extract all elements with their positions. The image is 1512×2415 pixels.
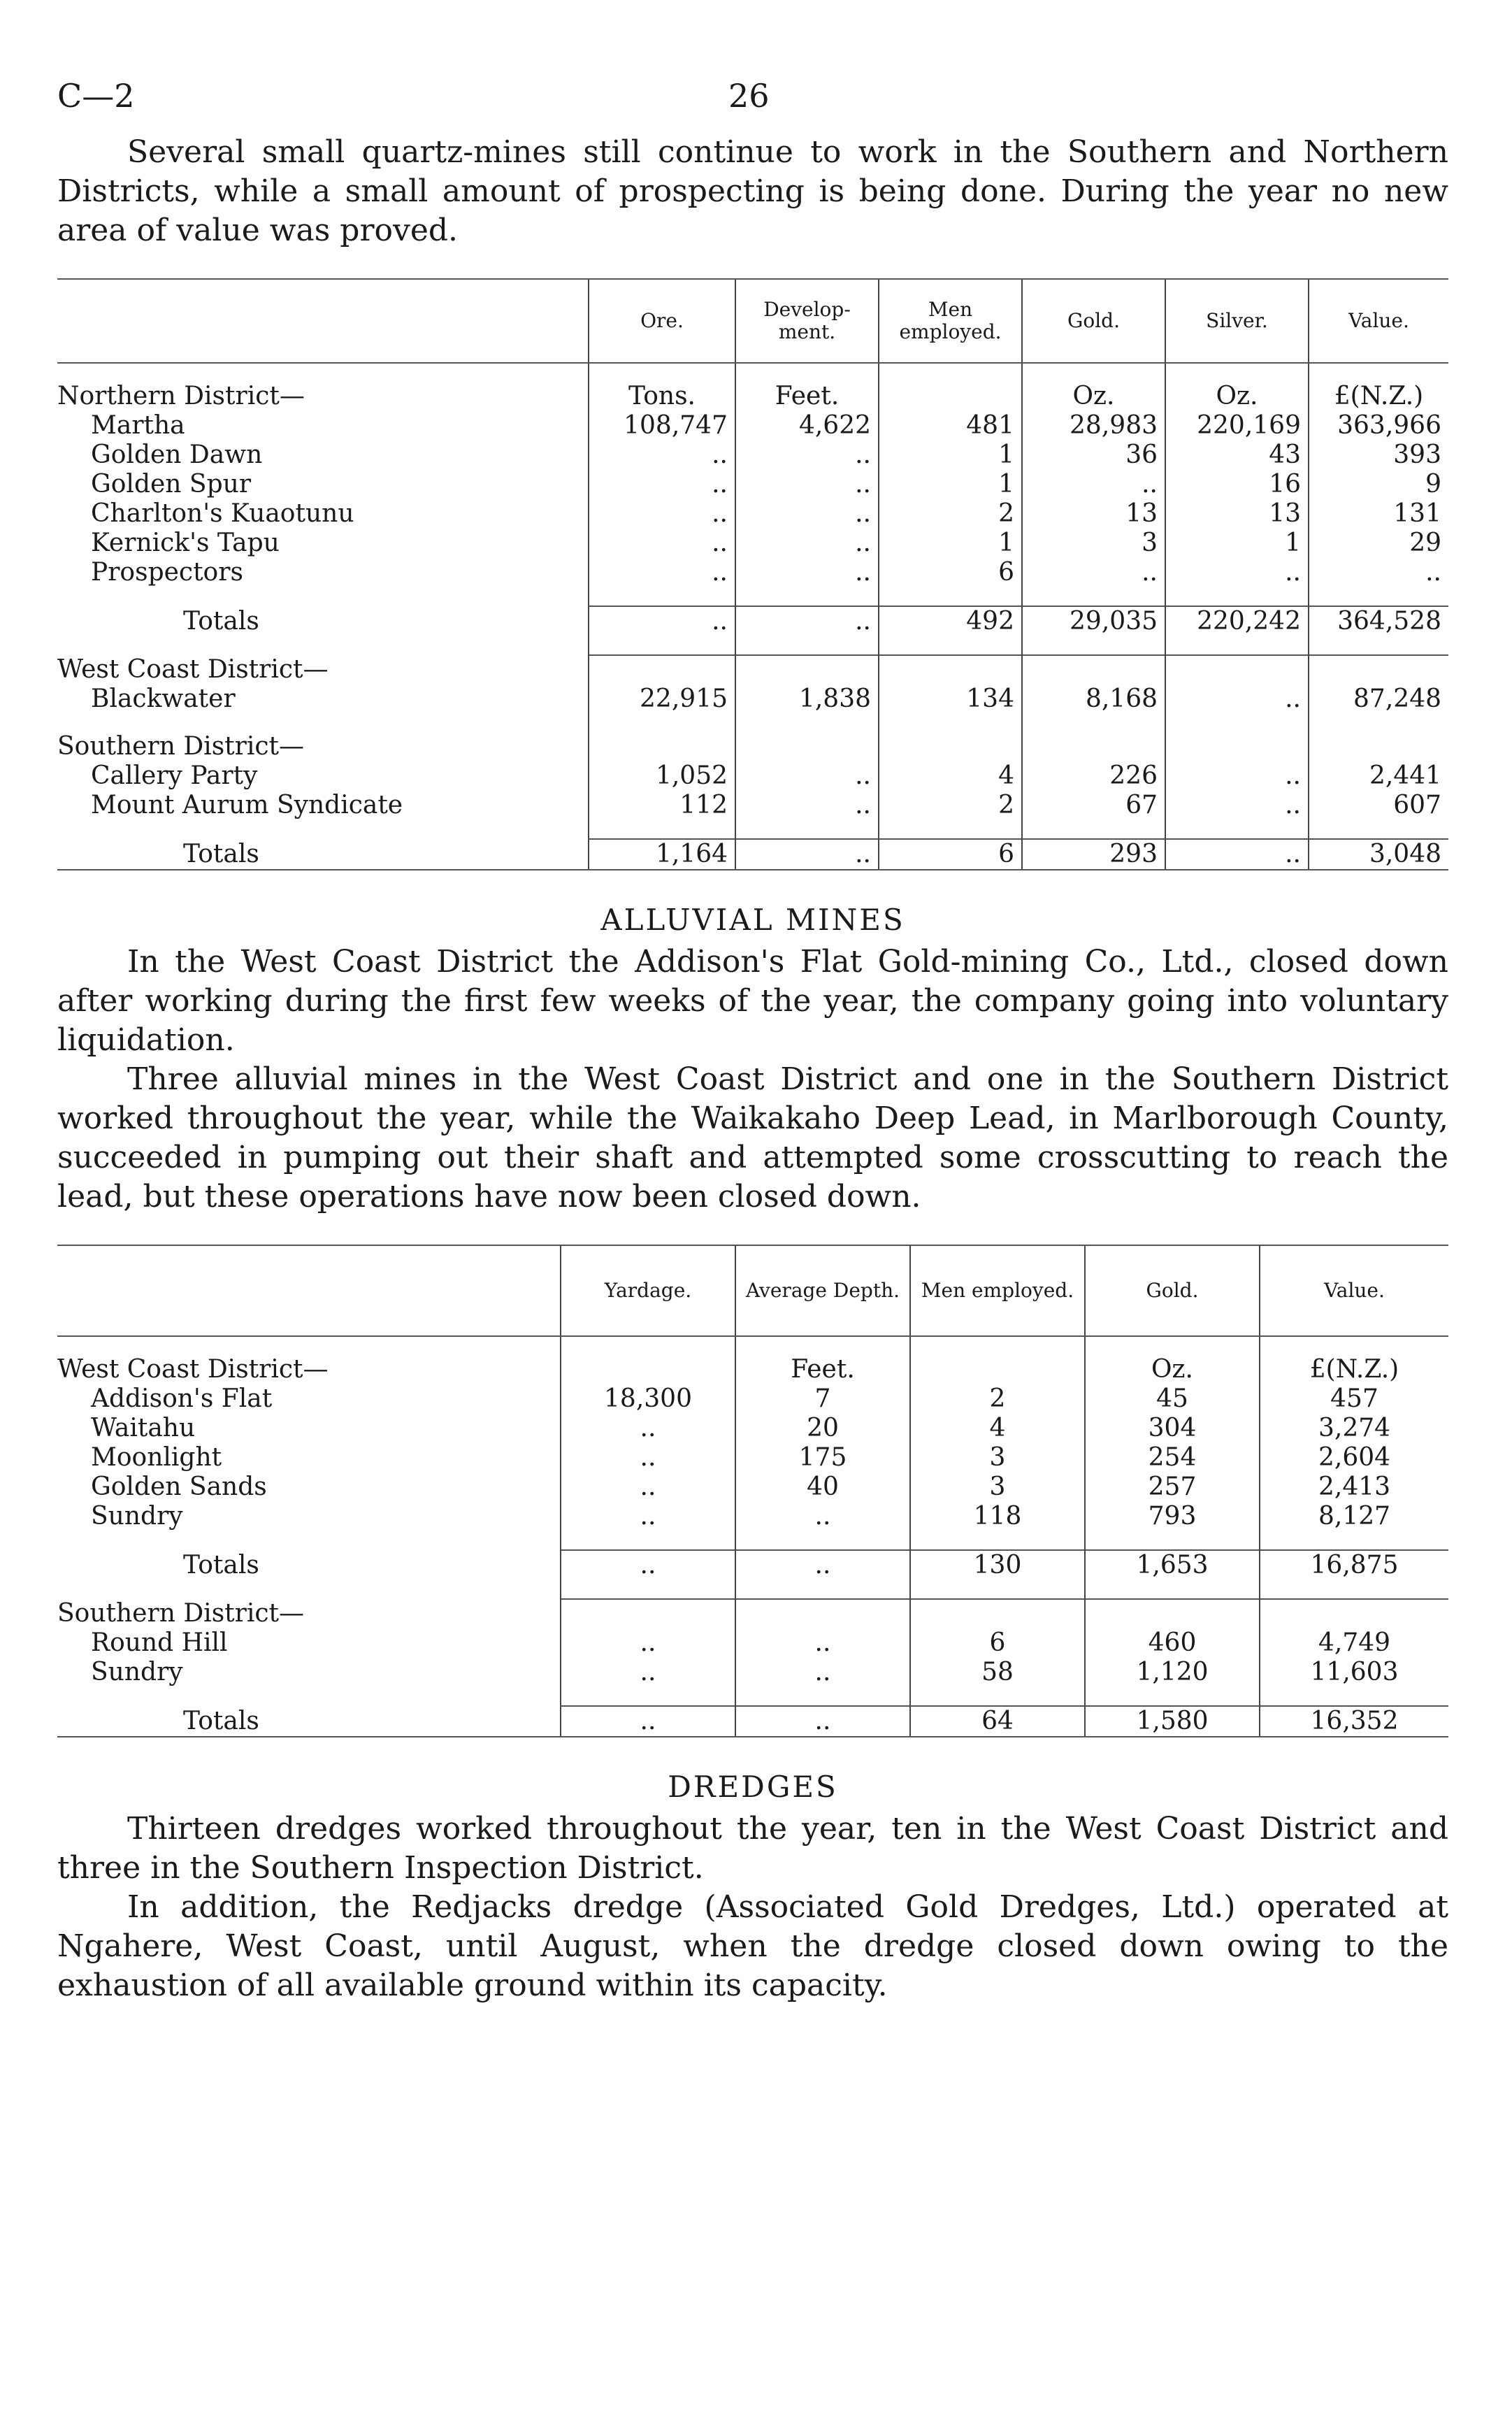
cell-value: 87,248 bbox=[1309, 685, 1448, 714]
table-row bbox=[57, 1628, 1448, 1658]
stub-header bbox=[57, 279, 589, 363]
cell-gold: 29,035 bbox=[1022, 606, 1165, 636]
totals-row bbox=[57, 606, 1448, 636]
col-header-value: Value. bbox=[1260, 1245, 1448, 1336]
unit-cell bbox=[561, 1355, 735, 1384]
cell-value: 4,749 bbox=[1260, 1628, 1448, 1658]
row-name: Golden Sands bbox=[91, 1472, 267, 1501]
cell-yardage: .. bbox=[561, 1443, 735, 1472]
cell-men: 492 bbox=[879, 606, 1022, 636]
cell-ore: 108,747 bbox=[589, 411, 735, 440]
cell-gold: 1,580 bbox=[1085, 1706, 1260, 1737]
totals-label: Totals bbox=[183, 606, 259, 636]
unit-cell: £(N.Z.) bbox=[1309, 382, 1448, 411]
table-row bbox=[57, 1658, 1448, 1687]
table-row bbox=[57, 1443, 1448, 1472]
col-header-ore: Ore. bbox=[589, 279, 735, 363]
section-title: Southern District— bbox=[57, 1599, 304, 1628]
cell-men: 130 bbox=[910, 1550, 1085, 1580]
row-name: Waitahu bbox=[91, 1414, 196, 1442]
cell-ore: 112 bbox=[589, 791, 735, 820]
cell-depth: .. bbox=[735, 1706, 910, 1737]
cell-yardage: 18,300 bbox=[561, 1384, 735, 1414]
table-row bbox=[57, 761, 1448, 791]
cell-gold: 36 bbox=[1022, 440, 1165, 470]
cell-ore: .. bbox=[589, 606, 735, 636]
quartz-intro-paragraph: Several small quartz-mines still continue to work in the Southern and Northern Districts, while a small amount of prospecting is being done. During the year no new area of value was proved. bbox=[57, 134, 1448, 248]
cell-gold: 254 bbox=[1085, 1443, 1260, 1472]
cell-men: 3 bbox=[910, 1443, 1085, 1472]
cell-silver: 43 bbox=[1165, 440, 1309, 470]
cell-ore: .. bbox=[589, 470, 735, 499]
cell-yardage: .. bbox=[561, 1550, 735, 1580]
table-row bbox=[57, 529, 1448, 558]
row-name: Prospectors bbox=[91, 558, 243, 587]
cell-development: 4,622 bbox=[735, 411, 879, 440]
cell-gold: 8,168 bbox=[1022, 685, 1165, 714]
row-name: Blackwater bbox=[91, 685, 236, 713]
cell-value: 16,352 bbox=[1260, 1706, 1448, 1737]
cell-development: .. bbox=[735, 606, 879, 636]
cell-men: 2 bbox=[879, 499, 1022, 529]
units-row bbox=[57, 382, 1448, 411]
alluvial-paragraph-1: In the West Coast District the Addison's Flat Gold-mining Co., Ltd., closed down after working during the first few weeks of the year, the company going into voluntary liquidation. bbox=[57, 944, 1448, 1058]
table-row bbox=[57, 558, 1448, 587]
cell-development: .. bbox=[735, 839, 879, 870]
table-row bbox=[57, 411, 1448, 440]
table-row bbox=[57, 1414, 1448, 1443]
cell-development: .. bbox=[735, 440, 879, 470]
stub-header bbox=[57, 1245, 561, 1336]
cell-silver: .. bbox=[1165, 791, 1309, 820]
cell-silver: 16 bbox=[1165, 470, 1309, 499]
cell-development: .. bbox=[735, 791, 879, 820]
document-reference: C—2 bbox=[57, 77, 135, 115]
cell-gold: .. bbox=[1022, 470, 1165, 499]
cell-silver: 13 bbox=[1165, 499, 1309, 529]
cell-gold: 67 bbox=[1022, 791, 1165, 820]
cell-value: 16,875 bbox=[1260, 1550, 1448, 1580]
cell-men: 1 bbox=[879, 529, 1022, 558]
section-row bbox=[57, 655, 1448, 685]
row-name: Golden Spur bbox=[91, 470, 252, 499]
cell-value: 3,048 bbox=[1309, 839, 1448, 870]
unit-cell: Feet. bbox=[735, 1355, 910, 1384]
quartz-mines-table bbox=[57, 278, 1448, 870]
cell-value: 29 bbox=[1309, 529, 1448, 558]
cell-value: 131 bbox=[1309, 499, 1448, 529]
cell-depth: 175 bbox=[735, 1443, 910, 1472]
section-row bbox=[57, 732, 1448, 761]
table-row bbox=[57, 685, 1448, 714]
cell-value: 607 bbox=[1309, 791, 1448, 820]
cell-yardage: .. bbox=[561, 1658, 735, 1687]
cell-ore: 1,164 bbox=[589, 839, 735, 870]
row-name: Martha bbox=[91, 411, 185, 440]
cell-men: 6 bbox=[879, 558, 1022, 587]
totals-label: Totals bbox=[183, 1550, 259, 1579]
cell-value: 11,603 bbox=[1260, 1658, 1448, 1687]
cell-yardage: .. bbox=[561, 1502, 735, 1531]
cell-gold: 257 bbox=[1085, 1472, 1260, 1502]
page-header bbox=[57, 77, 1448, 133]
cell-gold: 226 bbox=[1022, 761, 1165, 791]
cell-silver: 1 bbox=[1165, 529, 1309, 558]
col-header-value: Value. bbox=[1309, 279, 1448, 363]
cell-development: .. bbox=[735, 499, 879, 529]
cell-ore: 1,052 bbox=[589, 761, 735, 791]
unit-cell bbox=[879, 382, 1022, 411]
cell-development: .. bbox=[735, 529, 879, 558]
cell-development: .. bbox=[735, 761, 879, 791]
cell-gold: 45 bbox=[1085, 1384, 1260, 1414]
row-name: Addison's Flat bbox=[91, 1384, 273, 1413]
cell-silver: .. bbox=[1165, 685, 1309, 714]
cell-gold: 3 bbox=[1022, 529, 1165, 558]
cell-men: 1 bbox=[879, 470, 1022, 499]
cell-ore: 22,915 bbox=[589, 685, 735, 714]
cell-value: 2,604 bbox=[1260, 1443, 1448, 1472]
cell-value: 9 bbox=[1309, 470, 1448, 499]
row-name: Golden Dawn bbox=[91, 440, 263, 469]
cell-development: .. bbox=[735, 558, 879, 587]
row-name: Moonlight bbox=[91, 1443, 222, 1472]
cell-men: 2 bbox=[910, 1384, 1085, 1414]
cell-men: 118 bbox=[910, 1502, 1085, 1531]
totals-label: Totals bbox=[57, 1706, 561, 1737]
cell-gold: 304 bbox=[1085, 1414, 1260, 1443]
table-row bbox=[57, 1502, 1448, 1531]
cell-depth: 20 bbox=[735, 1414, 910, 1443]
row-name: Sundry bbox=[91, 1658, 183, 1686]
section-title: West Coast District— bbox=[57, 655, 329, 684]
document-page bbox=[57, 77, 1448, 2005]
col-header-gold: Gold. bbox=[1085, 1245, 1260, 1336]
alluvial-paragraph-2: Three alluvial mines in the West Coast District and one in the Southern District worked throughout the year, while the Waikakaho Deep Lead, in Marlborough County, succeeded in pumping out their shaft and attempted some crosscutting to reach the lead, but these operations have now been closed down. bbox=[57, 1061, 1448, 1214]
cell-gold: .. bbox=[1022, 558, 1165, 587]
cell-depth: .. bbox=[735, 1502, 910, 1531]
dredges-paragraph-1: Thirteen dredges worked throughout the year, ten in the West Coast District and three in the Southern Inspection District. bbox=[57, 1811, 1448, 1886]
cell-value: .. bbox=[1309, 558, 1448, 587]
table-row bbox=[57, 1472, 1448, 1502]
cell-gold: 13 bbox=[1022, 499, 1165, 529]
cell-men: 6 bbox=[879, 839, 1022, 870]
table-row bbox=[57, 499, 1448, 529]
cell-silver: 220,242 bbox=[1165, 606, 1309, 636]
cell-ore: .. bbox=[589, 440, 735, 470]
cell-gold: 293 bbox=[1022, 839, 1165, 870]
unit-cell: Oz. bbox=[1085, 1355, 1260, 1384]
cell-gold: 793 bbox=[1085, 1502, 1260, 1531]
cell-men: 4 bbox=[910, 1414, 1085, 1443]
row-name: Sundry bbox=[91, 1502, 183, 1531]
cell-men: 134 bbox=[879, 685, 1022, 714]
col-header-yardage: Yardage. bbox=[561, 1245, 735, 1336]
cell-men: 481 bbox=[879, 411, 1022, 440]
totals-label: Totals bbox=[57, 839, 589, 870]
col-header-gold: Gold. bbox=[1022, 279, 1165, 363]
cell-development: .. bbox=[735, 470, 879, 499]
cell-yardage: .. bbox=[561, 1706, 735, 1737]
cell-development: 1,838 bbox=[735, 685, 879, 714]
units-row bbox=[57, 1355, 1448, 1384]
cell-gold: 1,653 bbox=[1085, 1550, 1260, 1580]
col-header-average-depth: Average Depth. bbox=[735, 1245, 910, 1336]
section-title: West Coast District— bbox=[57, 1355, 329, 1384]
cell-value: 363,966 bbox=[1309, 411, 1448, 440]
cell-ore: .. bbox=[589, 558, 735, 587]
cell-men: 64 bbox=[910, 1706, 1085, 1737]
unit-cell: £(N.Z.) bbox=[1260, 1355, 1448, 1384]
row-name: Kernick's Tapu bbox=[91, 529, 280, 557]
cell-men: 58 bbox=[910, 1658, 1085, 1687]
cell-value: 457 bbox=[1260, 1384, 1448, 1414]
col-header-men: Men employed. bbox=[879, 279, 1022, 363]
unit-cell bbox=[910, 1355, 1085, 1384]
table-row bbox=[57, 440, 1448, 470]
totals-row bbox=[57, 1706, 1448, 1737]
section-title: Northern District— bbox=[57, 382, 305, 410]
totals-row bbox=[57, 1550, 1448, 1580]
alluvial-mines-table bbox=[57, 1245, 1448, 1737]
cell-value: 3,274 bbox=[1260, 1414, 1448, 1443]
cell-silver: .. bbox=[1165, 839, 1309, 870]
row-name: Callery Party bbox=[91, 761, 258, 790]
cell-depth: .. bbox=[735, 1658, 910, 1687]
cell-yardage: .. bbox=[561, 1414, 735, 1443]
cell-men: 2 bbox=[879, 791, 1022, 820]
cell-value: 393 bbox=[1309, 440, 1448, 470]
cell-value: 364,528 bbox=[1309, 606, 1448, 636]
table-row bbox=[57, 791, 1448, 820]
unit-cell: Oz. bbox=[1022, 382, 1165, 411]
row-name: Mount Aurum Syndicate bbox=[91, 791, 403, 819]
cell-depth: .. bbox=[735, 1628, 910, 1658]
cell-men: 1 bbox=[879, 440, 1022, 470]
cell-value: 2,441 bbox=[1309, 761, 1448, 791]
cell-depth: 40 bbox=[735, 1472, 910, 1502]
cell-yardage: .. bbox=[561, 1628, 735, 1658]
cell-depth: .. bbox=[735, 1550, 910, 1580]
dredges-paragraph-2: In addition, the Redjacks dredge (Associated Gold Dredges, Ltd.) operated at Ngahere, West Coast, until August, when the dredge closed down owing to the exhaustion of all available ground within its capacity. bbox=[57, 1889, 1448, 2003]
cell-value: 8,127 bbox=[1260, 1502, 1448, 1531]
unit-cell: Feet. bbox=[735, 382, 879, 411]
cell-gold: 28,983 bbox=[1022, 411, 1165, 440]
col-header-men: Men employed. bbox=[910, 1245, 1085, 1336]
unit-cell: Oz. bbox=[1165, 382, 1309, 411]
totals-row bbox=[57, 839, 1448, 870]
section-row bbox=[57, 1599, 1448, 1628]
col-header-development: Develop-ment. bbox=[735, 279, 879, 363]
cell-men: 3 bbox=[910, 1472, 1085, 1502]
unit-cell: Tons. bbox=[589, 382, 735, 411]
cell-gold: 1,120 bbox=[1085, 1658, 1260, 1687]
cell-silver: .. bbox=[1165, 558, 1309, 587]
row-name: Charlton's Kuaotunu bbox=[91, 499, 354, 528]
alluvial-heading: ALLUVIAL MINES bbox=[600, 903, 905, 937]
table-row bbox=[57, 1384, 1448, 1414]
table-row bbox=[57, 470, 1448, 499]
cell-men: 6 bbox=[910, 1628, 1085, 1658]
col-header-silver: Silver. bbox=[1165, 279, 1309, 363]
row-name: Round Hill bbox=[91, 1628, 228, 1657]
dredges-heading: DREDGES bbox=[668, 1770, 838, 1804]
cell-depth: 7 bbox=[735, 1384, 910, 1414]
page-number: 26 bbox=[728, 77, 770, 115]
cell-value: 2,413 bbox=[1260, 1472, 1448, 1502]
cell-yardage: .. bbox=[561, 1472, 735, 1502]
section-title: Southern District— bbox=[57, 732, 304, 761]
cell-silver: .. bbox=[1165, 761, 1309, 791]
cell-ore: .. bbox=[589, 529, 735, 558]
cell-ore: .. bbox=[589, 499, 735, 529]
cell-men: 4 bbox=[879, 761, 1022, 791]
cell-gold: 460 bbox=[1085, 1628, 1260, 1658]
cell-silver: 220,169 bbox=[1165, 411, 1309, 440]
